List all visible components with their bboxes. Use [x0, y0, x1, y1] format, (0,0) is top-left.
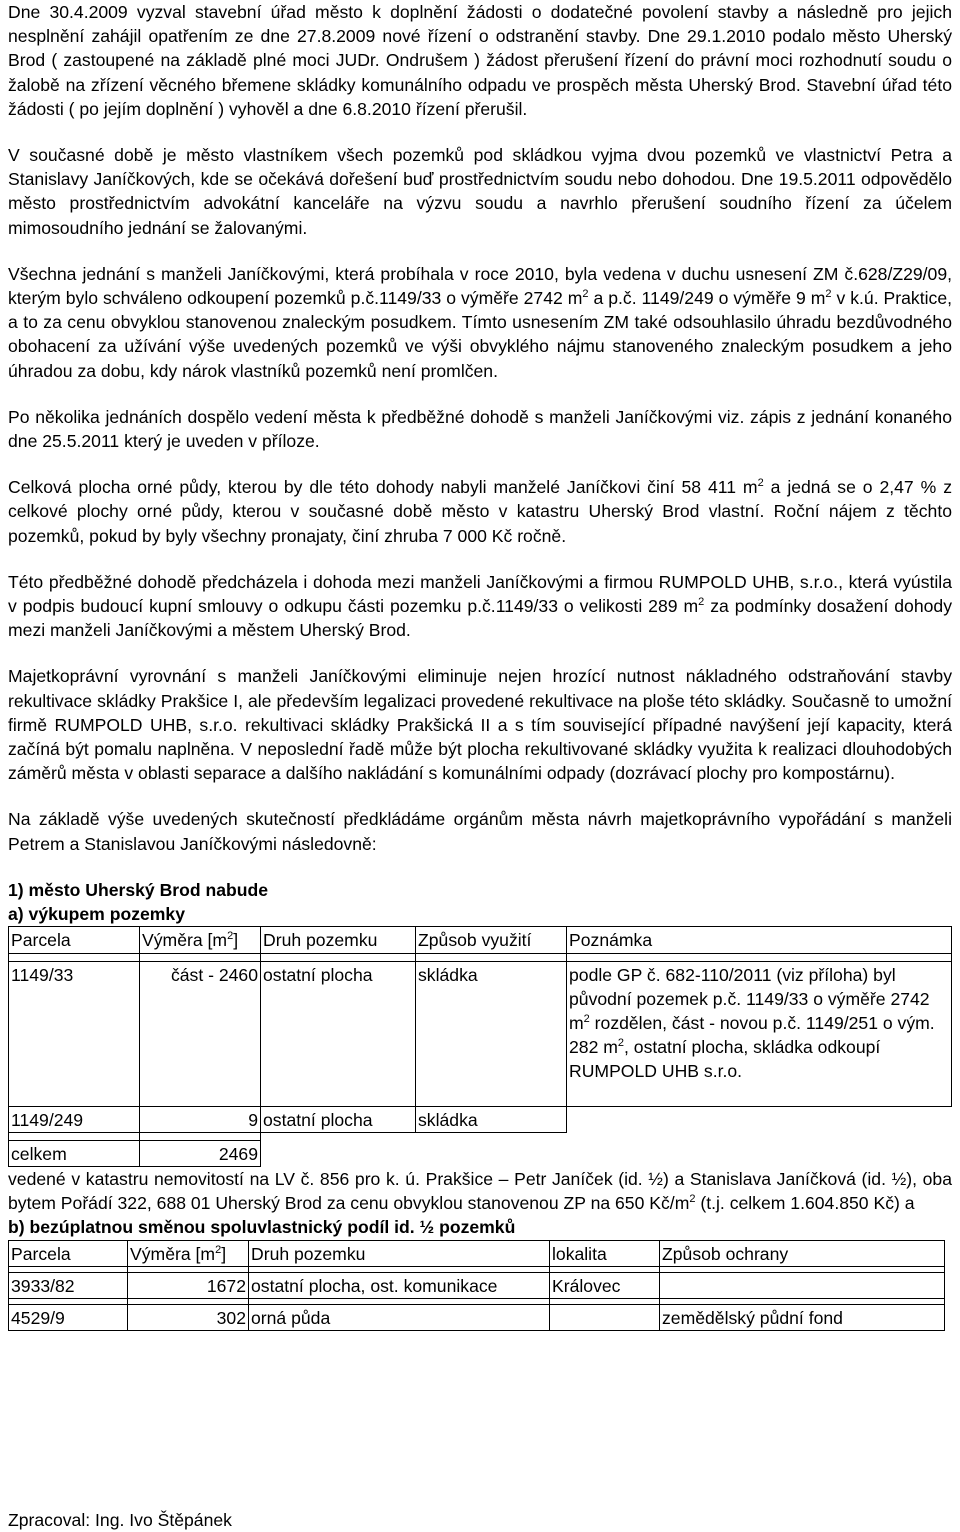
table-row: 1149/33 část - 2460 ostatní plocha skládka podle GP č. 682-110/2011 (viz příloha) byl původní pozemek p.č. 1149/33 o výměře 2742 $m^2$ rozdělen, část - novou p.č. 1149/251 o vým. 282 $m^2$, ostatní plocha, skládka odkoupí RUMPOLD UHB s.r.o. [9, 961, 952, 1106]
paragraph-5: Celková plocha orné půdy, kterou by dle této dohody nabyli manželé Janíčkovi činí 58 411 $m^2$ a jedná se o 2,47 % z celkové plochy orné půdy, kterou v současné době město v katastru Uherský Brod vlastní. Roční nájem z těchto pozemků, pokud by byly všechny pronajaty, činí zhruba 7 000 Kč ročně. [8, 477, 952, 546]
section-1-subheading: a) výkupem pozemky [8, 904, 185, 925]
header-poznamka: Poznámka [567, 927, 952, 953]
header-lokalita: lokalita [550, 1240, 660, 1266]
paragraph-4: Po několika jednáních dospělo vedení města k předběžné dohodě s manželi Janíčkovými viz. zápis z jednání konaného dne 25.5.2011 který je uveden v příloze. [8, 406, 952, 452]
header-ochrana: Způsob ochrany [660, 1240, 945, 1266]
header-parcela: Parcela [9, 1240, 128, 1266]
section-2-subheading: b) bezúplatnou směnou spoluvlastnický podíl id. ½ pozemků [8, 1217, 516, 1238]
paragraph-2: V současné době je město vlastníkem všech pozemků pod skládkou vyjma dvou pozemků ve vlastnictví Petra a Stanislavy Janíčkových, kde se očekává dořešení buď prostřednictvím soudu nebo dohodou. Dne 19.5.2011 odpovědělo město prostřednictvím advokátní kanceláře na výzvu soudu a navrhlo přerušení soudního řízení za účelem mimosoudního jednání se žalovanými. [8, 145, 952, 238]
table-spacer-row [9, 953, 952, 961]
header-vymera: Výměra $[m^2]$ [128, 1240, 249, 1266]
header-zpusob: Způsob využití [416, 927, 567, 953]
header-vymera: Výměra $[m^2]$ [140, 927, 261, 953]
total-value: 2469 [140, 1140, 261, 1166]
paragraph-8: Na základě výše uvedených skutečností předkládáme orgánům města návrh majetkoprávního vypořádání s manželi Petrem a Stanislavou Janíčkovými následovně: [8, 809, 952, 854]
table-spacer-row [9, 1132, 952, 1140]
header-druh: Druh pozemku [261, 927, 416, 953]
table-row: 4529/9 302 orná půda zemědělský půdní fond [9, 1304, 945, 1330]
table-row: 3933/82 1672 ostatní plocha, ost. komunikace Královec [9, 1272, 945, 1298]
paragraph-1: Dne 30.4.2009 vyzval stavební úřad město k doplnění žádosti o dodatečné povolení stavby a následně pro jejich nesplnění zahájil opatřením ze dne 27.8.2009 nové řízení o odstranění stavby. Dne 29.1.2010 podalo město Uherský Brod ( zastoupené na základě plné moci JUDr. Ondrušem ) žádost přerušení řízení do právní moci rozhodnutí soudu o žalobě na zřízení věcného břemene skládky komunálního odpadu ve prospěch města Uherský Brod. Stavební úřad této žádosti ( po jejím doplnění ) vyhověl a dne 6.8.2010 řízení přerušil. [8, 2, 952, 119]
exchange-table [8, 1240, 945, 1332]
total-row [9, 1140, 952, 1166]
header-druh: Druh pozemku [249, 1240, 550, 1266]
paragraph-7: Majetkoprávní vyrovnání s manželi Janíčkovými eliminuje nejen hrozící nutnost nákladného odstraňování stavby rekultivace skládky Prakšice I, ale především legalizaci provedené rekultivace na ploše této skládky. Současně to umožní firmě RUMPOLD UHB, s.r.o. rekultivaci skládky Prakšická II a s tím související případné navýšení její kapacity, která začíná být pomalu naplněna. V neposlední řadě může být plocha rekultivované skládky využita k realizaci dlouhodobých záměrů města v oblasti separace a dalšího nakládání s komunálními odpady (dozrávací plochy pro kompostárnu). [8, 666, 952, 784]
header-parcela: Parcela [9, 927, 140, 953]
table-header-row [9, 927, 952, 953]
table-row: 1149/249 9 ostatní plocha skládka [9, 1106, 952, 1132]
footer-author: Zpracoval: Ing. Ivo Štěpánek [8, 1510, 232, 1530]
section-1-heading: 1) město Uherský Brod nabude [8, 879, 269, 900]
paragraph-3: Všechna jednání s manželi Janíčkovými, která probíhala v roce 2010, byla vedena v duchu usnesení ZM č.628/Z29/09, kterým bylo schváleno odkoupení pozemků p.č.1149/33 o výměře 2742 $m^2$ a p.č. 1149/249 o výměře 9 $m^2$ v k.ú. Praktice, a to za cenu obvyklou stanovenou znaleckým posudkem. Tímto usnesením ZM také odsouhlasilo úhradu bezdůvodného obohacení za užívání výše uvedených pozemků ve výši obvyklého nájmu stanoveného znaleckým posudkem a jeho úhradou za dobu, kdy nárok vlastníků pozemků není promlčen. [8, 263, 952, 381]
poznamka-cell: podle GP č. 682-110/2011 (viz příloha) byl původní pozemek p.č. 1149/33 o výměře 2742 $m^2$ rozdělen, část - novou p.č. 1149/251 o vým. 282 $m^2$, ostatní plocha, skládka odkoupí RUMPOLD UHB s.r.o. [567, 961, 952, 1106]
purchase-table [8, 926, 952, 1167]
document-page [8, 0, 952, 1331]
total-label: celkem [9, 1140, 140, 1166]
section-1-note: vedené v katastru nemovitostí na LV č. 856 pro k. ú. Prakšice – Petr Janíček (id. ½) a Stanislava Janíčková (id. ½), oba bytem Pořádí 322, 688 01 Uherský Brod za cenu obvyklou stanovenou ZP na 650 $Kč/m^2$ (t.j. celkem 1.604.850 Kč) a [8, 1168, 952, 1214]
table-header-row [9, 1240, 945, 1266]
paragraph-6: Této předběžné dohodě předcházela i dohoda mezi manželi Janíčkovými a firmou RUMPOLD UHB, s.r.o., která vyústila v podpis budoucí kupní smlouvy o odkupu části pozemku p.č.1149/33 o velikosti 289 $m^2$ za podmínky dosažení dohody mezi manželi Janíčkovými a městem Uherský Brod. [8, 571, 952, 641]
